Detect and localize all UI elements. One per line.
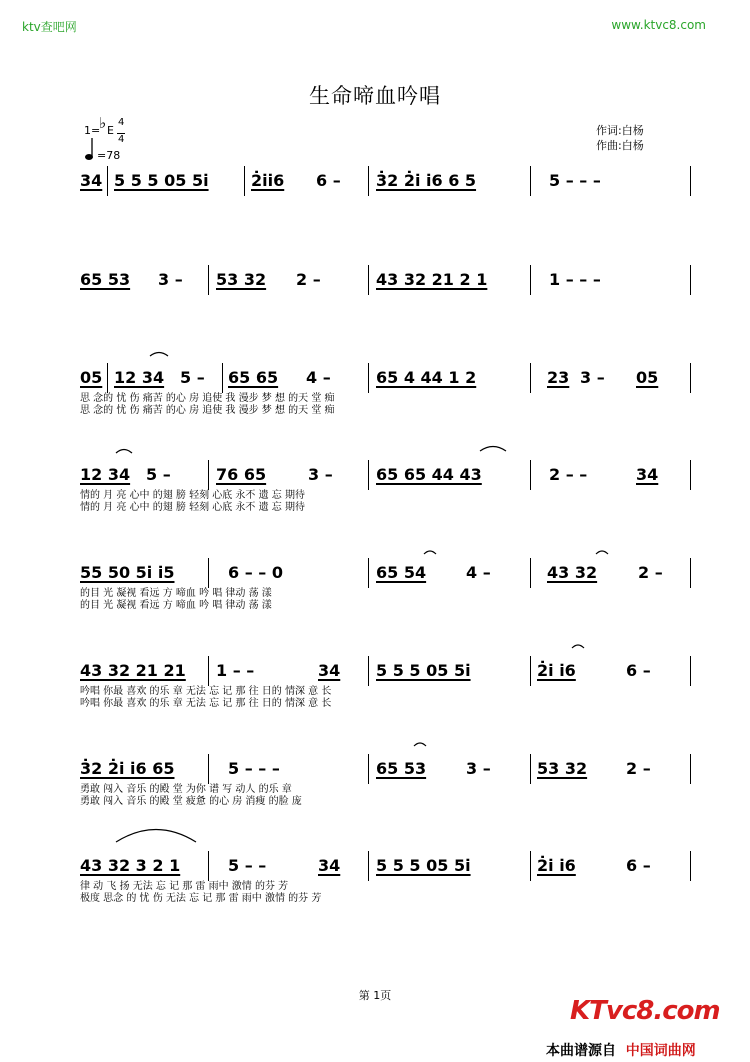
lyric-line-1: 吟唱 你最 喜欢 的乐 章 无法 忘 记 那 往 日的 情深 意 长 [80, 686, 332, 697]
measure-1: 3̇2 2̇i̇ i̇6 65 [80, 759, 175, 778]
key-note: E [107, 124, 114, 137]
lyric-line-2: 勇敢 闯入 音乐 的殿 堂 疲惫 的心 房 消瘦 的脸 庞 [80, 796, 302, 807]
measure-2a: 65 65 [228, 368, 279, 387]
slur-mark [148, 349, 170, 357]
measure-2: 6 – – 0 [228, 563, 283, 582]
lyric-line-2: 的目 光 凝视 看远 方 啼血 吟 唱 律动 荡 漾 [80, 600, 272, 611]
measure-1: 5 5 5 05 5i̇ [114, 171, 209, 190]
measure-2a: 76 65 [216, 465, 267, 484]
measure-2b: 4 – [306, 368, 331, 387]
measure-2a: 2̇i̇i̇6 [251, 171, 285, 190]
song-title: 生命啼血吟唱 [309, 84, 441, 108]
barline [107, 363, 108, 393]
barline [368, 265, 369, 295]
lyric-line-2: 吟唱 你最 喜欢 的乐 章 无法 忘 记 那 往 日的 情深 意 长 [80, 698, 332, 709]
slur-mark [570, 642, 586, 649]
barline [530, 166, 531, 196]
measure-3a: 65 53 [376, 759, 427, 778]
barline [530, 363, 531, 393]
lyric-line-1: 的目 光 凝视 看远 方 啼血 吟 唱 律动 荡 漾 [80, 588, 272, 599]
slur-mark [478, 442, 508, 452]
pickup-notes: 05 [80, 368, 103, 387]
barline [368, 656, 369, 686]
lyric-line-1: 思 念的 忧 伤 痛苦 的心 房 追使 我 漫步 梦 想 的天 堂 痴 [80, 393, 335, 404]
lyric-line-1: 勇敢 闯入 音乐 的殿 堂 为你 谱 写 动人 的乐 章 [80, 784, 292, 795]
measure-3: 5 5 5 05 5i̇ [376, 856, 471, 875]
measure-4c: 05 [636, 368, 659, 387]
time-signature-top: 4 [118, 117, 125, 128]
barline [244, 166, 245, 196]
measure-3: 65 4 44 1 2 [376, 368, 477, 387]
barline [690, 558, 691, 588]
flat-sign: ♭ [99, 114, 107, 132]
slur-mark [412, 740, 428, 747]
key-prefix: 1= [84, 124, 101, 137]
slur-mark [594, 548, 610, 555]
barline [368, 558, 369, 588]
measure-2a: 1 – – [216, 661, 255, 680]
time-signature-bottom: 4 [118, 134, 125, 145]
barline [368, 754, 369, 784]
barline [690, 265, 691, 295]
measure-3: 65 65 44 43 [376, 465, 482, 484]
barline [368, 166, 369, 196]
measure-2b: 34 [318, 661, 341, 680]
measure-4a: 53 32 [537, 759, 588, 778]
measure-4a: 2̇i̇ i̇6 [537, 856, 576, 875]
measure-3: 43 32 21 2 1 [376, 270, 488, 289]
source-label: 本曲谱源自 [546, 1043, 616, 1059]
tempo-mark: =78 [97, 149, 121, 162]
measure-3b: 4 – [466, 563, 491, 582]
measure-3: 5 5 5 05 5i̇ [376, 661, 471, 680]
measure-2a: 5 – – [228, 856, 267, 875]
measure-4b: 2 – [638, 563, 663, 582]
measure-1b: 5 – [146, 465, 171, 484]
measure-1a: 65 53 [80, 270, 131, 289]
lyric-line-2: 极度 思念 的 忧 伤 无法 忘 记 那 雷 雨中 激情 的芬 芳 [80, 893, 322, 904]
measure-1: 55 50 5i̇ i̇5 [80, 563, 175, 582]
measure-4a: 43 32 [547, 563, 598, 582]
barline [530, 460, 531, 490]
credits [596, 123, 644, 153]
barline [368, 460, 369, 490]
barline [530, 754, 531, 784]
barline [208, 265, 209, 295]
barline [690, 851, 691, 881]
measure-4: 1 – – – [549, 270, 601, 289]
measure-1: 43 32 3 2 1 [80, 856, 181, 875]
measure-2b: 3 – [308, 465, 333, 484]
measure-1b: 3 – [158, 270, 183, 289]
site-name-left[interactable]: ktv查吧网 [22, 20, 77, 34]
barline [690, 363, 691, 393]
measure-4a: 2 – – [549, 465, 588, 484]
measure-4: 5 – – – [549, 171, 601, 190]
barline [530, 851, 531, 881]
slur-mark [114, 825, 198, 843]
barline [208, 460, 209, 490]
measure-4a: 2̇i̇ i̇6 [537, 661, 576, 680]
measure-4b: 3 – [580, 368, 605, 387]
barline [530, 656, 531, 686]
source-credit [546, 1040, 696, 1060]
lyric-line-2: 情的 月 亮 心中 的翅 膀 轻刻 心底 永不 遗 忘 期待 [80, 502, 305, 513]
barline [208, 851, 209, 881]
slur-mark [422, 548, 438, 555]
measure-1: 43 32 21 21 [80, 661, 186, 680]
barline [208, 656, 209, 686]
lyricist: 作词:白杨 [596, 124, 644, 137]
measure-3: 3̇2 2̇i̇ i̇6 6 5 [376, 171, 477, 190]
barline [222, 363, 223, 393]
lyric-line-1: 律 动 飞 扬 无法 忘 记 那 雷 雨中 激情 的芬 芳 [80, 881, 289, 892]
measure-1a: 12 34 [114, 368, 165, 387]
source-site-link[interactable]: 中国词曲网 [625, 1043, 696, 1059]
barline [530, 558, 531, 588]
barline [368, 363, 369, 393]
quarter-note-icon [84, 136, 96, 162]
lyric-line-2: 思 念的 忧 伤 痛苦 的心 房 追使 我 漫步 梦 想 的天 堂 痴 [80, 405, 335, 416]
measure-4b: 34 [636, 465, 659, 484]
measure-4b: 6 – [626, 856, 651, 875]
measure-4b: 2 – [626, 759, 651, 778]
lyric-line-1: 情的 月 亮 心中 的翅 膀 轻刻 心底 永不 遗 忘 期待 [80, 490, 305, 501]
measure-1b: 5 – [180, 368, 205, 387]
pickup-notes: 34 [80, 171, 103, 190]
measure-2b: 34 [318, 856, 341, 875]
site-url-right[interactable]: www.ktvc8.com [611, 18, 706, 32]
barline [690, 166, 691, 196]
barline [368, 851, 369, 881]
ktvc8-logo: KTvc8.com [570, 996, 720, 1026]
measure-4b: 6 – [626, 661, 651, 680]
barline [530, 265, 531, 295]
measure-4a: 23 [547, 368, 570, 387]
measure-2: 5 – – – [228, 759, 280, 778]
page-number: 第 1页 [358, 989, 392, 1002]
barline [107, 166, 108, 196]
measure-2b: 2 – [296, 270, 321, 289]
composer: 作曲:白杨 [596, 139, 644, 152]
barline [208, 754, 209, 784]
barline [690, 656, 691, 686]
barline [690, 460, 691, 490]
barline [690, 754, 691, 784]
barline [208, 558, 209, 588]
measure-1a: 12 34 [80, 465, 131, 484]
slur-mark [114, 446, 134, 454]
measure-2b: 6 – [316, 171, 341, 190]
measure-3a: 65 54 [376, 563, 427, 582]
measure-2a: 53 32 [216, 270, 267, 289]
measure-3b: 3 – [466, 759, 491, 778]
